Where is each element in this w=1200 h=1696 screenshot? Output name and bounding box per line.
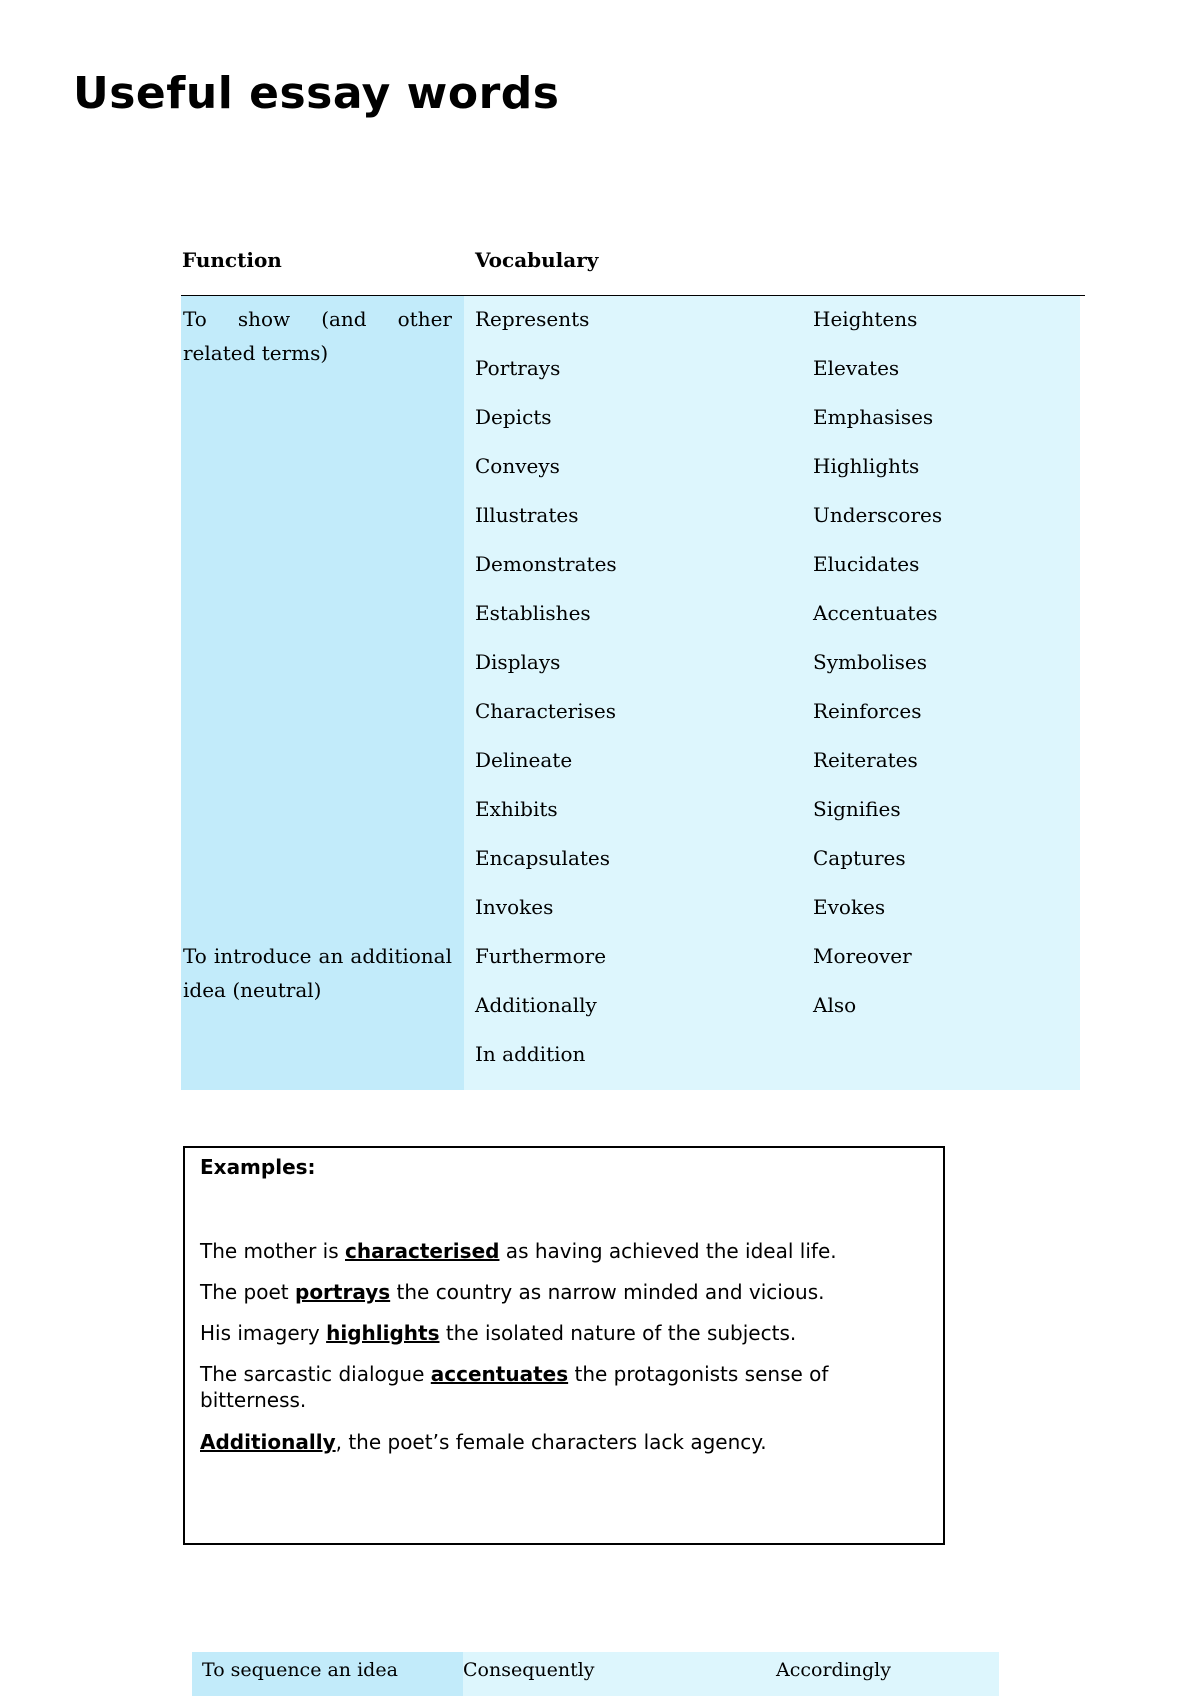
vocab-word: Represents: [475, 307, 590, 331]
vocab-word: Furthermore: [475, 944, 607, 968]
example-text: The poet: [200, 1280, 295, 1304]
example-text: The sarcastic dialogue: [200, 1362, 431, 1386]
example-sentence: [200, 1320, 880, 1346]
example-keyword: Additionally: [200, 1430, 336, 1454]
vocabulary-cell: [464, 933, 1080, 1090]
vocab-word: Encapsulates: [475, 846, 611, 870]
vocab-word: In addition: [475, 1042, 586, 1066]
vocab-word: Emphasises: [813, 405, 934, 429]
vocab-word: Depicts: [475, 405, 552, 429]
vocab-word: Characterises: [475, 699, 616, 723]
vocab-word: Symbolises: [813, 650, 927, 674]
vocab-word: Exhibits: [475, 797, 558, 821]
vocab-word: Illustrates: [475, 503, 579, 527]
vocab-word: Reiterates: [813, 748, 918, 772]
example-text: the protagonists sense of bitterness.: [200, 1362, 829, 1412]
vocab-word: Moreover: [813, 944, 912, 968]
vocab-word: Conveys: [475, 454, 560, 478]
vocab-word: Invokes: [475, 895, 554, 919]
examples-heading: Examples:: [200, 1155, 316, 1179]
vocab-word: Elucidates: [813, 552, 920, 576]
example-text: His imagery: [200, 1321, 327, 1345]
example-keyword: characterised: [345, 1239, 500, 1263]
table-row-additional: [181, 933, 1080, 1090]
vocab-word: Demonstrates: [475, 552, 617, 576]
example-text: the isolated nature of the subjects.: [439, 1321, 797, 1345]
vocabulary-table: [181, 240, 1085, 1090]
vocab-word: Underscores: [813, 503, 943, 527]
vocab-word: Establishes: [475, 601, 591, 625]
table-header: [181, 240, 1085, 296]
example-sentence: [200, 1429, 880, 1455]
example-sentence: [200, 1361, 840, 1413]
function-cell: To introduce an additional idea (neutral): [181, 933, 464, 1090]
header-function: Function: [182, 248, 282, 272]
vocab-word: Consequently: [463, 1659, 595, 1681]
vocab-word: Portrays: [475, 356, 561, 380]
function-cell: To sequence an idea: [192, 1652, 463, 1696]
vocab-word: Also: [813, 993, 857, 1017]
example-text: the country as narrow minded and vicious.: [390, 1280, 825, 1304]
table-row-sequence: [192, 1652, 999, 1696]
vocab-word: Accentuates: [813, 601, 938, 625]
vocab-word: Elevates: [813, 356, 900, 380]
example-keyword: accentuates: [430, 1362, 569, 1386]
vocab-word: Reinforces: [813, 699, 922, 723]
function-cell: To show (and other related terms): [181, 296, 464, 933]
example-sentence: [200, 1279, 880, 1305]
example-text: as having achieved the ideal life.: [499, 1239, 837, 1263]
vocab-word: Highlights: [813, 454, 920, 478]
vocab-word: [813, 1034, 1080, 1083]
vocabulary-cell: [464, 296, 1080, 933]
vocab-word: Accordingly: [776, 1659, 891, 1681]
vocab-word: Captures: [813, 846, 906, 870]
vocab-word: Evokes: [813, 895, 886, 919]
example-keyword: highlights: [326, 1321, 440, 1345]
example-keyword: portrays: [295, 1280, 391, 1304]
vocab-word: Heightens: [813, 307, 918, 331]
example-sentence: [200, 1238, 880, 1264]
examples-box: [183, 1146, 945, 1545]
header-vocabulary: Vocabulary: [475, 248, 599, 272]
page-title: Useful essay words: [73, 68, 560, 119]
vocab-word: Displays: [475, 650, 561, 674]
example-text: The mother is: [200, 1239, 346, 1263]
vocab-word: Signifies: [813, 797, 901, 821]
vocab-word: Delineate: [475, 748, 573, 772]
table-row-show: [181, 296, 1080, 933]
vocab-word: Additionally: [475, 993, 597, 1017]
example-text: , the poet’s female characters lack agency.: [335, 1430, 767, 1454]
